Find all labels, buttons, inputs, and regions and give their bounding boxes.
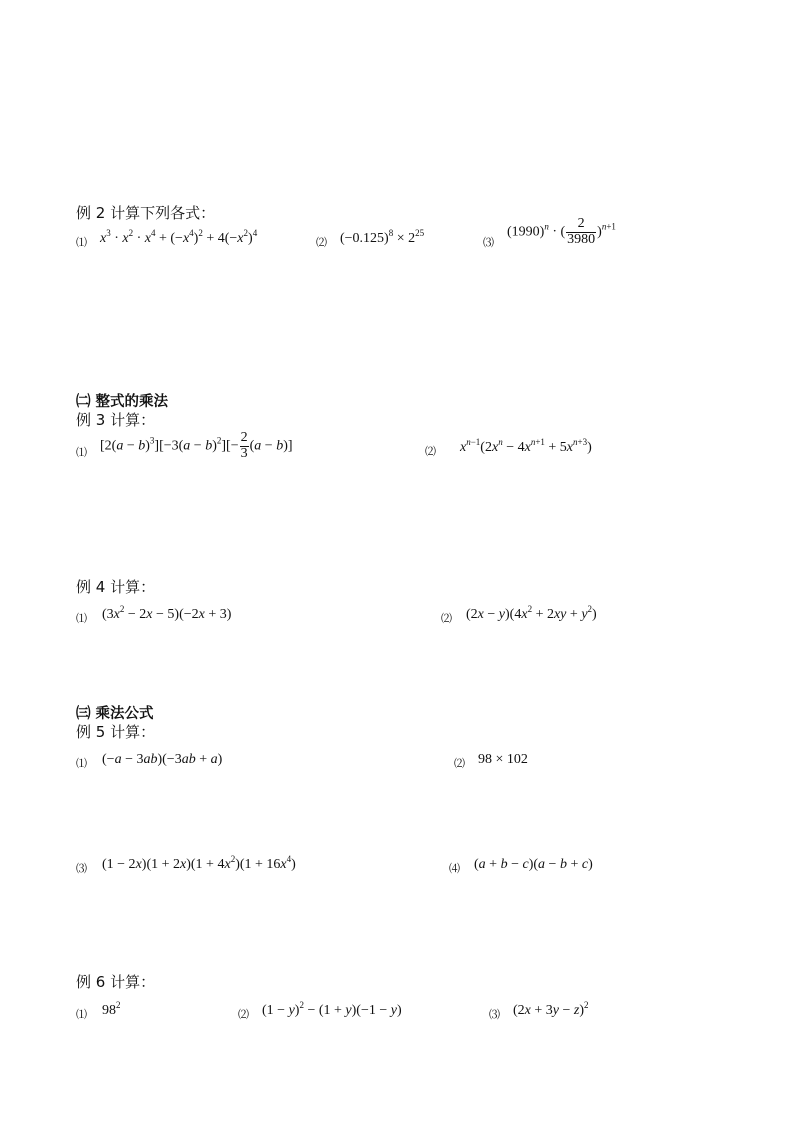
section-title: ㈢ 乘法公式: [76, 706, 154, 722]
problem-number: ⑵: [425, 446, 436, 458]
expression: 98 × 102: [478, 752, 528, 767]
expression: $(1990)^n$ · ( $\frac{2}{3980}$ )$^{n+1}$: [507, 216, 616, 247]
problem-number: ⑵: [316, 237, 327, 249]
expression: (a + b − c)(a − b + c): [474, 857, 593, 872]
expression: $(3x^2 - 2x - 5)(-2x + 3)$: [102, 604, 232, 622]
problem-number: ⑷: [449, 863, 460, 875]
example-2-title: 例 2 计算下列各式：: [76, 204, 216, 222]
expression: $(1 - 2x)(1 + 2x)(1 + 4x^2)(1 + 16x^4)$: [102, 854, 296, 872]
problem-number: ⑵: [441, 613, 452, 625]
section-title: ㈡ 整式的乘法: [76, 394, 169, 410]
expression: $(2x + 3y - z)^2$: [513, 1000, 589, 1018]
expression: $x^3 \cdot x^2 \cdot x^4 + (-x^4)^2 + 4(-x^2)^4$: [100, 228, 258, 246]
problem-number: ⑴: [76, 758, 87, 770]
problem-number: ⑶: [76, 863, 87, 875]
problem-number: ⑴: [76, 237, 87, 249]
problem-number: ⑵: [238, 1009, 249, 1021]
expression: $x^{n-1}(2x^n - 4x^{n+1} + 5x^{n+3})$: [460, 437, 592, 455]
expression: $(-0.125)^8 \times 2^{25}$: [340, 228, 425, 246]
example-6-title: 例 6 计算：: [76, 973, 156, 991]
expression: $98^2$: [102, 1000, 121, 1018]
expression: $(1 - y)^2 - (1 + y)(-1 - y)$: [262, 1000, 402, 1018]
problem-number: ⑶: [483, 237, 494, 249]
problem-number: ⑴: [76, 447, 87, 459]
problem-number: ⑶: [489, 1009, 500, 1021]
problem-number: ⑴: [76, 613, 87, 625]
example-5-title: 例 5 计算：: [76, 723, 156, 741]
problem-number: ⑴: [76, 1009, 87, 1021]
expression: $(2x - y)(4x^2 + 2xy + y^2)$: [466, 604, 597, 622]
expression: (−a − 3ab)(−3ab + a): [102, 752, 223, 767]
expression: $[2(a - b)^3][-3(a - b)^2][-$ $\frac{2}{3}$ (a − b)]: [100, 430, 293, 461]
example-3-title: 例 3 计算：: [76, 411, 156, 429]
example-4-title: 例 4 计算：: [76, 578, 156, 596]
problem-number: ⑵: [454, 758, 465, 770]
